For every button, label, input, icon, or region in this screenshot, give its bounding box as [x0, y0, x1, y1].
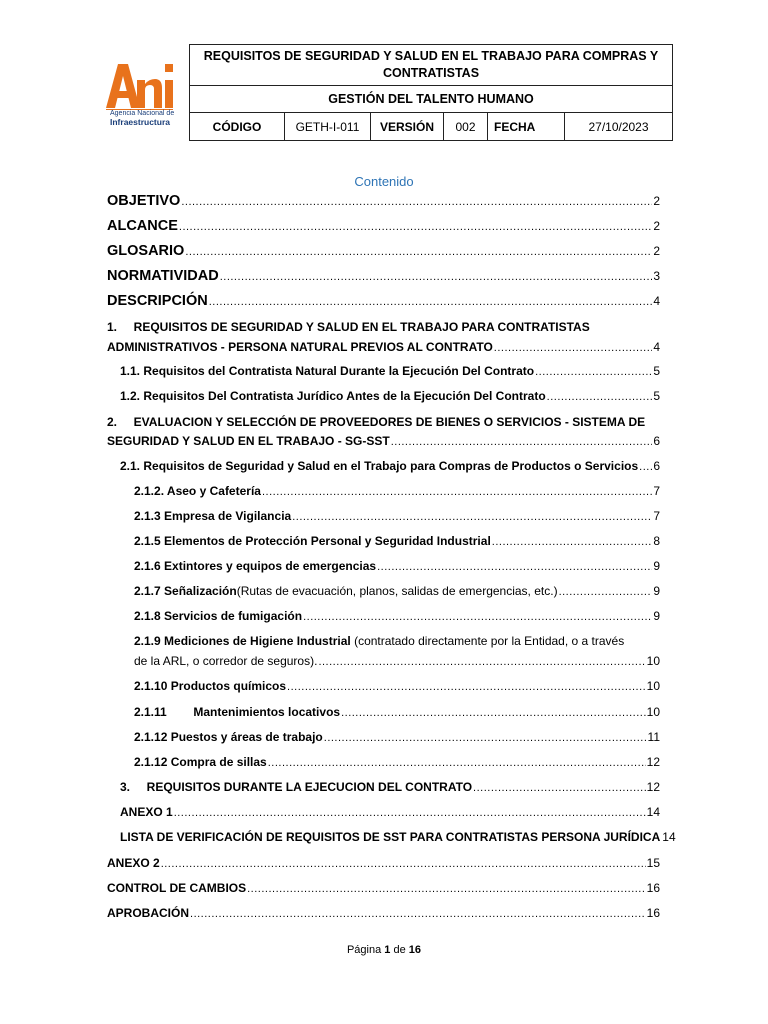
toc-entry-2-1-9[interactable]: de la ARL, o corredor de seguros). ..... 10: [134, 654, 660, 668]
document-header-table: [189, 44, 673, 141]
total-pages: 16: [408, 944, 422, 956]
version-value: 002: [444, 113, 488, 141]
toc-entry-section1[interactable]: ADMINISTRATIVOS - PERSONA NATURAL PREVIOS AL CONTRATO ..... 4: [107, 340, 660, 354]
code-value: GETH-I-011: [285, 113, 371, 141]
toc-entry-2-1-6[interactable]: 2.1.6 Extintores y equipos de emergencias ..... 9: [134, 559, 660, 573]
toc-entry-2-1-2[interactable]: 2.1.2. Aseo y Cafetería ..... 7: [134, 484, 660, 498]
document-title: REQUISITOS DE SEGURIDAD Y SALUD EN EL TRABAJO PARA COMPRAS Y CONTRATISTAS: [190, 45, 673, 86]
toc-entry-lista-verificacion[interactable]: LISTA DE VERIFICACIÓN DE REQUISITOS DE SST PARA CONTRATISTAS PERSONA JURÍDICA 14: [120, 830, 676, 844]
toc-entry-1-2[interactable]: 1.2. Requisitos Del Contratista Jurídico Antes de la Ejecución Del Contrato ..... 5: [120, 389, 660, 403]
toc-entry-2-1-12b[interactable]: 2.1.12 Compra de sillas ..... 12: [134, 755, 660, 769]
toc-entry-control-cambios[interactable]: CONTROL DE CAMBIOS ..... 16: [107, 881, 660, 895]
process-name: GESTIÓN DEL TALENTO HUMANO: [190, 86, 673, 113]
date-value: 27/10/2023: [565, 113, 673, 141]
current-page: 1: [384, 944, 391, 956]
toc-entry-section3[interactable]: 3. REQUISITOS DURANTE LA EJECUCION DEL CONTRATO ..... 12: [120, 780, 660, 794]
logo-subtitle-line2: Infraestructura: [110, 117, 170, 127]
toc-entry-2-1-9-line1[interactable]: 2.1.9 Mediciones de Higiene Industrial (contratado directamente por la Entidad, o a través: [134, 634, 625, 648]
toc-entry-normatividad[interactable]: NORMATIVIDAD ..... 3: [107, 268, 660, 284]
page-number-footer: Página 1 de 16: [346, 944, 422, 956]
toc-entry-alcance[interactable]: ALCANCE ..... 2: [107, 218, 660, 234]
toc-entry-1-1[interactable]: 1.1. Requisitos del Contratista Natural Durante la Ejecución Del Contrato ..... 5: [120, 364, 660, 378]
toc-entry-2-1-8[interactable]: 2.1.8 Servicios de fumigación ..... 9: [134, 609, 660, 623]
version-label: VERSIÓN: [371, 113, 444, 141]
toc-entry-anexo2[interactable]: ANEXO 2 ..... 15: [107, 856, 660, 870]
ani-logo-mark: [104, 58, 176, 110]
toc-title: Contenido: [354, 174, 414, 189]
toc-entry-descripcion[interactable]: DESCRIPCIÓN ..... 4: [107, 293, 660, 309]
toc-entry-2-1[interactable]: 2.1. Requisitos de Seguridad y Salud en el Trabajo para Compras de Productos o Servicios ..... 6: [120, 459, 660, 473]
toc-entry-anexo1[interactable]: ANEXO 1 ..... 14: [120, 805, 660, 819]
toc-entry-aprobacion[interactable]: APROBACIÓN ..... 16: [107, 906, 660, 920]
date-label: FECHA: [488, 113, 565, 141]
toc-entry-2-1-5[interactable]: 2.1.5 Elementos de Protección Personal y Seguridad Industrial ..... 8: [134, 534, 660, 548]
toc-entry-glosario[interactable]: GLOSARIO ..... 2: [107, 243, 660, 259]
toc-entry-section2[interactable]: SEGURIDAD Y SALUD EN EL TRABAJO - SG-SST ..... 6: [107, 434, 660, 448]
toc-entry-2-1-12a[interactable]: 2.1.12 Puestos y áreas de trabajo ..... 11: [134, 730, 660, 744]
toc-entry-2-1-11[interactable]: 2.1.11 Mantenimientos locativos ..... 10: [134, 705, 660, 719]
toc-entry-section1-line1[interactable]: 1. REQUISITOS DE SEGURIDAD Y SALUD EN EL TRABAJO PARA CONTRATISTAS: [107, 320, 590, 334]
toc-entry-objetivo[interactable]: OBJETIVO ..... 2: [107, 193, 660, 209]
toc-entry-2-1-7[interactable]: 2.1.7 Señalización (Rutas de evacuación, planos, salidas de emergencias, etc.) ..... 9: [134, 584, 660, 598]
toc-entry-section2-line1[interactable]: 2. EVALUACION Y SELECCIÓN DE PROVEEDORES DE BIENES O SERVICIOS - SISTEMA DE: [107, 415, 646, 429]
logo-subtitle-line1: Agencia Nacional de: [110, 110, 175, 117]
agency-logo: [104, 58, 176, 128]
code-label: CÓDIGO: [190, 113, 285, 141]
toc-entry-2-1-10[interactable]: 2.1.10 Productos químicos ..... 10: [134, 679, 660, 693]
toc-entry-2-1-3[interactable]: 2.1.3 Empresa de Vigilancia ..... 7: [134, 509, 660, 523]
